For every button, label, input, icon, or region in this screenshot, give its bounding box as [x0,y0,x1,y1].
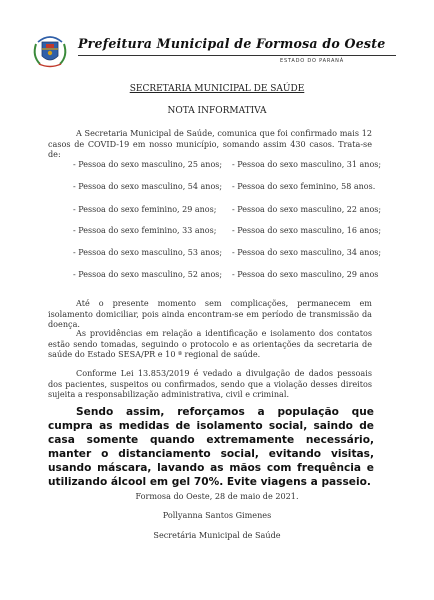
case-item: - Pessoa do sexo masculino, 25 anos; [73,160,223,169]
law-paragraph: Conforme Lei 13.853/2019 é vedado a divulgação de dados pessoais dos pacientes, suspeitos ou confirmados, sendo que a violação desses direitos sujeita a responsabilização administrativa, civil e criminal. [48,368,372,400]
measures-paragraph: As providências em relação a identificação e isolamento dos contatos estão sendo tomadas, seguindo o protocolo e as orientações da secretaria de saúde do Estado SESA/PR e 10 ª regional de saúde. [48,328,372,360]
status-paragraph: Até o presente momento sem complicações, permanecem em isolamento domiciliar, pois ainda encontram-se em período de transmissão da doença. [48,298,372,330]
case-item: - Pessoa do sexo masculino, 34 anos; [232,248,382,257]
signatory-name: Pollyanna Santos Gimenes [162,510,272,520]
municipal-crest-icon [30,30,70,70]
case-item: - Pessoa do sexo masculino, 31 anos; [232,160,382,169]
intro-paragraph: A Secretaria Municipal de Saúde, comunica que foi confirmado mais 12 casos de COVID-19 em nosso município, somando assim 430 casos. Trata-se de: [48,128,372,160]
letterhead [30,30,410,70]
date-line: Formosa do Oeste, 28 de maio de 2021. [135,491,299,501]
signatory-role: Secretária Municipal de Saúde [153,530,281,540]
case-item: - Pessoa do sexo masculino, 53 anos; [73,248,223,257]
letterhead-divider [78,55,396,56]
appeal-paragraph: Sendo assim, reforçamos a população que cumpra as medidas de isolamento social, saindo de casa somente quando extremamente necessário, manter o distanciamento social, evitando visitas, usando máscara, lavando as mãos com frequência e utilizando álcool em gel 70%. Evite viagens a passeio. [48,406,374,488]
organization-state: ESTADO DO PARANÁ [280,58,344,64]
case-item: - Pessoa do sexo masculino, 52 anos; [73,270,223,279]
case-item: - Pessoa do sexo masculino, 22 anos; [232,205,382,214]
case-item: - Pessoa do sexo masculino, 54 anos; [73,182,223,191]
case-item: - Pessoa do sexo feminino, 33 anos; [73,226,217,235]
case-item: - Pessoa do sexo feminino, 58 anos. [232,182,376,191]
case-item: - Pessoa do sexo masculino, 16 anos; [232,226,382,235]
organization-name: Prefeitura Municipal de Formosa do Oeste [78,36,386,51]
document-title: NOTA INFORMATIVA [167,106,267,116]
case-item: - Pessoa do sexo feminino, 29 anos; [73,205,217,214]
department-heading: SECRETARIA MUNICIPAL DE SAÚDE [129,84,305,94]
case-item: - Pessoa do sexo masculino, 29 anos [232,270,379,279]
